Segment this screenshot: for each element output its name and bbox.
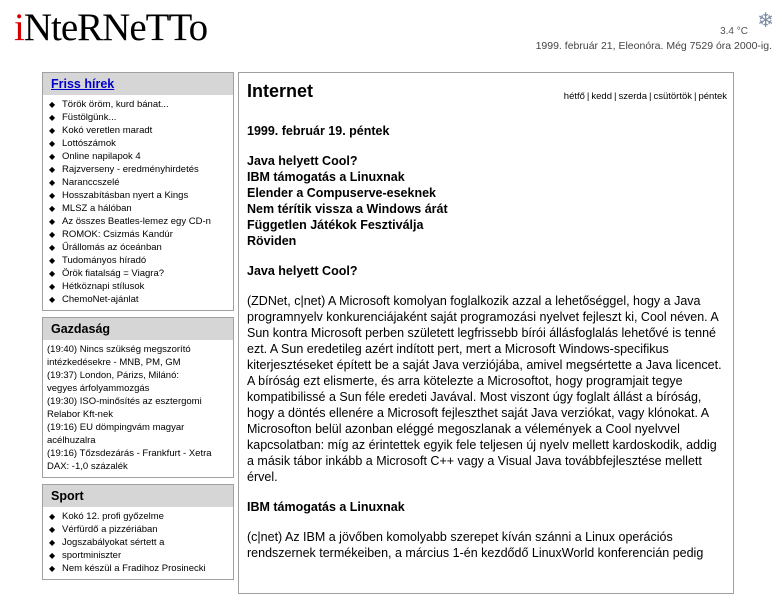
table-of-contents [247, 153, 725, 249]
day-link[interactable]: péntek [698, 91, 727, 102]
news-link[interactable]: ◆ Online napilapok 4 [49, 150, 229, 163]
econ-news-line[interactable]: (19:40) Nincs szükség megszorító [47, 344, 191, 355]
article-body: (ZDNet, c|net) A Microsoft komolyan foglalkozik azzal a lehetőséggel, hogy a Java programnyelv konkurenciájaként saját programozási nyelvet fejleszt ki, Cool néven. A Sun kontra Microsoft perben született legfrissebb bírói állásfoglalás lehetővé is tenné ezt. A Sun eredetileg azért indított pert, mert a Microsoft Windows-specifikus kiterjesztéseket épített be a saját Java verziójába, amivel megsértette a Java licencet. A bíróság ezt elismerte, és arra kötelezte a Microsoftot, hogy programjait tegye kompatibilissé a Sun féle eredeti Javával. Most viszont úgy foglalt állást a bíróság, hogy a döntés ellenére a Microsoft fejleszthet saját Java verziókat, vagy klónokat. A Microsofton belül azonban eléggé megoszlanak a vélemények a Cool nyelvvel kapcsolatban: míg az érintettek egyik fele teljesen új nyelv mellett kardoskodik, addig a másik tábor inkább a Microsoft C++ vagy a Visual Java továbbfejlesztése mellett érvel. [247, 294, 722, 484]
logo-i: i [14, 6, 24, 49]
sport-title[interactable]: Sport [43, 485, 233, 507]
gazdasag-box [42, 317, 234, 478]
news-link[interactable]: ◆ Hétköznapi stílusok [49, 280, 229, 293]
day-link[interactable]: hétfő [563, 91, 585, 102]
temperature: 3.4 °C [720, 26, 748, 37]
news-link[interactable]: ◆ Török öröm, kurd bánat... [49, 98, 229, 111]
news-link[interactable]: ◆ Az összes Beatles-lemez egy CD-n [49, 215, 229, 228]
econ-news-line[interactable]: (19:16) EU dömpingvám magyar [47, 422, 185, 433]
toc-item[interactable]: Nem térítik vissza a Windows árát [247, 202, 448, 216]
sport-link[interactable]: ◆ Vérfürdő a pizzériában [49, 523, 229, 536]
site-logo[interactable] [14, 2, 282, 54]
sport-link[interactable]: ◆ Nem készül a Fradihoz Prosinecki [49, 562, 229, 575]
sport-link[interactable]: ◆ Kokó 12. profi győzelme [49, 510, 229, 523]
sport-link[interactable]: ◆ Jogszabályokat sértett a [49, 536, 229, 549]
site-header [0, 0, 778, 56]
news-link[interactable]: ◆ ChemoNet-ajánlat [49, 293, 229, 306]
econ-news-line[interactable]: Relabor Kft-nek [47, 409, 114, 420]
day-separator: | [694, 91, 697, 102]
news-link[interactable]: ◆ ROMOK: Csizmás Kandúr [49, 228, 229, 241]
article-content [239, 107, 733, 561]
friss-hirek-list [43, 95, 233, 310]
page-title: Internet [247, 81, 314, 101]
news-link[interactable]: ◆ Lottószámok [49, 137, 229, 150]
news-link[interactable]: ◆ Naranccszelé [49, 176, 229, 189]
news-link[interactable]: ◆ Örök fiatalság = Viagra? [49, 267, 229, 280]
news-link[interactable]: ◆ Rajzverseny - eredményhirdetés [49, 163, 229, 176]
article-body: (c|net) Az IBM a jövőben komolyabb szerepet kíván szánni a Linux operációs rendszernek termékeiben, a március 1-én kezdődő LinuxWorld konferencián pedig [247, 530, 704, 560]
news-link[interactable]: ◆ Űrállomás az óceánban [49, 241, 229, 254]
econ-news-line[interactable]: (19:37) London, Párizs, Milánó: [47, 370, 180, 381]
day-separator: | [586, 91, 590, 102]
article-date: 1999. február 19. péntek [247, 124, 390, 138]
snowflake-icon: ❄ [757, 10, 774, 32]
friss-hirek-box [42, 72, 234, 311]
news-link[interactable]: ◆ Kokó veretlen maradt [49, 124, 229, 137]
sport-list [43, 507, 233, 579]
main-header [239, 73, 733, 107]
news-link[interactable]: ◆ MLSZ a hálóban [49, 202, 229, 215]
day-link[interactable]: kedd [591, 91, 612, 102]
toc-item[interactable]: Független Játékok Fesztiválja [247, 218, 424, 232]
sport-box [42, 484, 234, 580]
news-link[interactable]: ◆ Hosszabításban nyert a Kings [49, 189, 229, 202]
sidebar [42, 72, 234, 586]
day-separator: | [614, 91, 617, 102]
toc-item[interactable]: IBM támogatás a Linuxnak [247, 170, 405, 184]
econ-news-line[interactable]: (19:30) ISO-minősítés az esztergomi [47, 396, 202, 407]
news-link[interactable]: ◆ Tudományos híradó [49, 254, 229, 267]
econ-news-line[interactable]: vegyes árfolyammozgás [47, 383, 150, 394]
econ-news-line[interactable]: DAX: -1,0 százalék [47, 461, 128, 472]
main-panel [238, 72, 734, 594]
day-nav [564, 91, 727, 102]
friss-hirek-title[interactable]: Friss hírek [43, 73, 233, 95]
gazdasag-title[interactable]: Gazdaság [43, 318, 233, 340]
day-separator: | [648, 91, 652, 102]
sport-link[interactable]: ◆ sportminiszter [49, 549, 229, 562]
article-title: IBM támogatás a Linuxnak [247, 500, 405, 514]
econ-news-line[interactable]: intézkedésekre - MNB, PM, GM [47, 357, 181, 368]
news-link[interactable]: ◆ Füstölgünk... [49, 111, 229, 124]
toc-item[interactable]: Elender a Compuserve-eseknek [247, 186, 436, 200]
econ-news-line[interactable]: (19:16) Tőzsdezárás - Frankfurt - Xetra [47, 448, 212, 459]
econ-news-line[interactable]: acélhuzalra [47, 435, 96, 446]
gazdasag-list [43, 340, 233, 477]
dateline: 1999. február 21, Eleonóra. Még 7529 óra 2000-ig. [535, 40, 772, 52]
toc-item[interactable]: Java helyett Cool? [247, 154, 358, 168]
toc-item[interactable]: Röviden [247, 234, 297, 248]
day-link[interactable]: szerda [618, 91, 647, 102]
article-title: Java helyett Cool? [247, 264, 358, 278]
day-link[interactable]: csütörtök [653, 91, 692, 102]
logo-text: NteRNeTTo [23, 6, 208, 49]
